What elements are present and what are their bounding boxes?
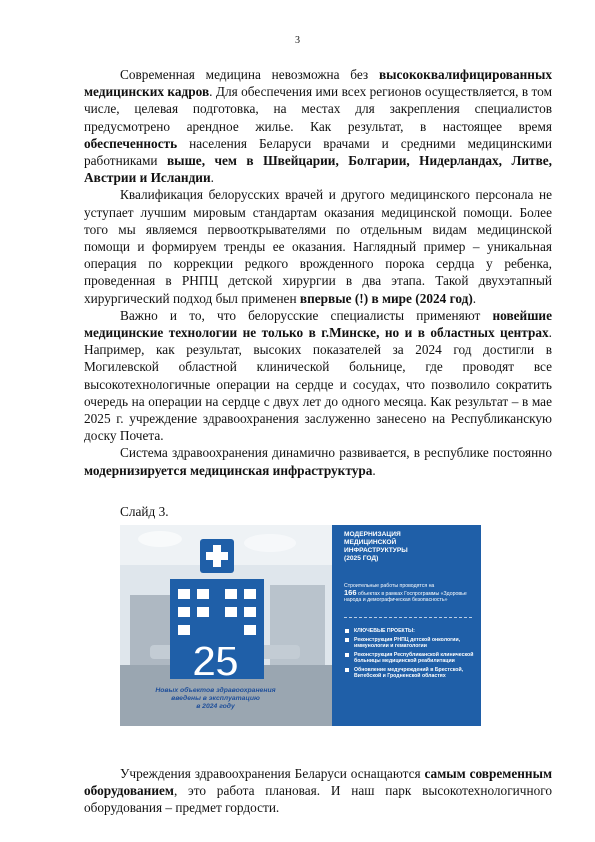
panel-title: [344, 531, 474, 563]
page-number: 3: [295, 35, 300, 46]
key-projects-list: [346, 628, 476, 682]
text-run: Важно и то, что белорусские специалисты применяют: [120, 307, 493, 323]
text-run: . Для обеспечения ими всех регионов осуществляется, в том числе, целевая подготовка, на местах для закрепления специалистов предусмотрено арендное жилье. Как результат, в настоящее время: [84, 84, 552, 134]
slide-image: [120, 525, 481, 726]
text-run: Система здравоохранения динамично развивается, в республике постоянно: [120, 445, 552, 461]
paragraph: [84, 307, 552, 445]
caption-line: в 2024 году: [196, 703, 235, 710]
text-run: .: [472, 290, 477, 306]
text-run: Квалификация белорусских врачей и другого медицинского персонала не уступает лучшим мировым стандартам оказания медицинской помощи. Более того мы являемся первооткрывателями по отдельным видам медицинской помощи и формируем тренды ее оказания. Наглядный пример – уникальная операция по коррекции редкого врожденного порока сердца у ребенка, проведенная в РНПЦ детской хирургии в два этапа. Такой двухэтапный хирургический подход был применен: [84, 187, 552, 306]
key-projects-heading: КЛЮЧЕВЫЕ ПРОЕКТЫ:: [346, 628, 476, 635]
text-run: населения Беларуси врачами и средними медицинскими работниками: [84, 135, 552, 169]
bold-text: обеспеченность: [84, 135, 178, 151]
bold-text: высококвалифицированных медицинских кадров: [84, 67, 552, 100]
text-run: , это работа плановая. И наш парк высокотехнологичного оборудования – предмет гордости.: [84, 783, 552, 816]
slide-info-panel: [332, 525, 481, 726]
panel-intro: [344, 583, 474, 604]
bold-text: выше, чем в Швейцарии, Болгарии, Нидерландах, Литве, Австрии и Исландии: [84, 153, 552, 186]
project-item: Реконструкция Республиканской клинической больницы медицинской реабилитации: [346, 652, 476, 665]
panel-divider: [344, 617, 472, 618]
caption-line: введены в эксплуатацию: [171, 695, 260, 702]
paragraph: [84, 765, 552, 817]
caption-line: Новых объектов здравоохранения: [155, 687, 276, 694]
paragraph: [84, 186, 552, 306]
panel-title-line: ИНФРАСТРУКТУРЫ: [344, 547, 408, 554]
intro-text: Строительные работы проводятся на: [344, 583, 435, 589]
text-run: . Например, как результат, высоких показателей за 2024 год достигли в Могилевской областной клинической больнице, где проводят все высокотехнологичные операции на сердце и сосудах, что позволило сократить очередь на операции на сердце с двух лет до одного месяца. Как результат – в мае 2025 г. учреждение здравоохранения заслуженно занесено на Республиканскую доску Почета.: [84, 325, 552, 444]
body-text-bottom: [84, 765, 552, 817]
bold-text: новейшие медицинские технологии не только в г.Минске, но и в областных центрах: [84, 307, 552, 341]
slide-caption: [128, 687, 303, 711]
panel-title-line: (2025 ГОД): [344, 555, 379, 562]
panel-title-line: МОДЕРНИЗАЦИЯ: [344, 531, 401, 538]
text-run: .: [210, 170, 214, 186]
paragraph: [84, 444, 552, 478]
body-text-top: [84, 66, 552, 479]
bold-text: модернизируется медицинская инфраструктура: [84, 462, 373, 478]
project-item: Обновление медучреждений в Брестской, Витебской и Гродненской областях: [346, 667, 476, 680]
panel-title-line: МЕДИЦИНСКОЙ: [344, 539, 397, 546]
paragraph: [84, 66, 552, 186]
text-run: Современная медицина невозможна без: [120, 67, 379, 82]
project-item: Реконструкция РНПЦ детской онкологии, иммунологии и гематологии: [346, 637, 476, 650]
bold-text: самым современным оборудованием: [84, 766, 553, 799]
operating-room-photo: [120, 525, 332, 726]
bold-text: впервые (!) в мире (2024 год): [299, 290, 473, 306]
text-run: Учреждения здравоохранения Беларуси оснащаются: [120, 766, 425, 781]
intro-number: 166: [344, 587, 357, 597]
slide-label: Слайд 3.: [120, 504, 169, 519]
intro-text: объектах в рамках Госпрограммы «Здоровье народа и демографическая безопасность»: [344, 590, 467, 604]
text-run: .: [372, 462, 376, 478]
objects-count-number: 25: [192, 637, 237, 686]
